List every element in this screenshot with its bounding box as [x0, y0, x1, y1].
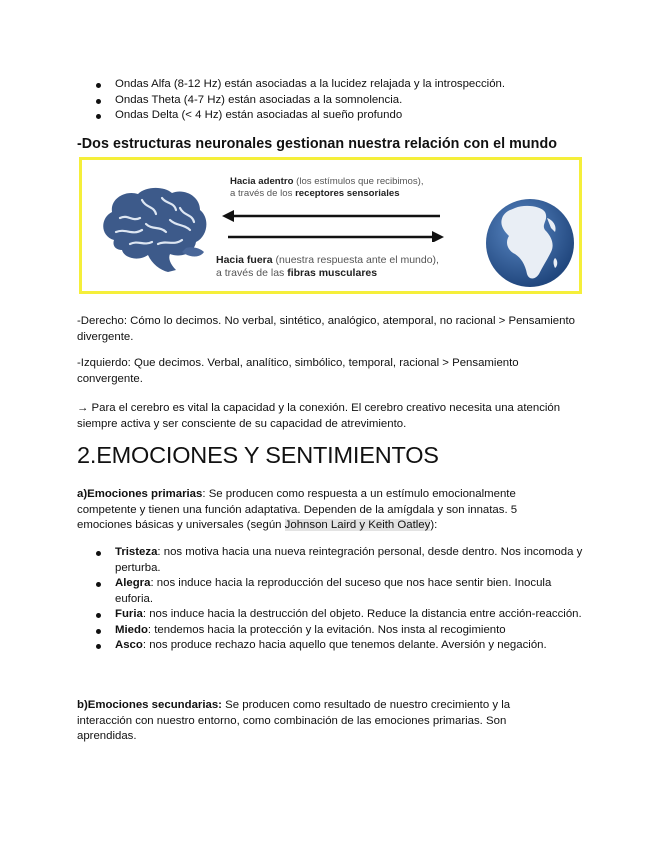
list-item: Ondas Delta (< 4 Hz) están asociadas al sueño profundo [115, 108, 635, 124]
outward-caption: Hacia fuera (nuestra respuesta ante el mundo), a través de las fibras musculares [216, 254, 439, 279]
section-heading: -Dos estructuras neuronales gestionan nuestra relación con el mundo [77, 136, 558, 152]
bullet-icon [96, 644, 101, 649]
authors-highlight: Johnson Laird y Keith Oatley [284, 519, 431, 531]
inward-caption: Hacia adentro (los estímulos que recibimos), a través de los receptores sensoriales [230, 176, 424, 199]
bullet-icon [96, 629, 101, 634]
arrow-icons [222, 208, 447, 242]
paragraph-left-hemisphere: -Izquierdo: Que decimos. Verbal, analítico, simbólico, temporal, racional > Pensamiento convergente. [77, 357, 519, 385]
paragraph-primary-emotions: a)Emociones primarias: Se producen como respuesta a un estímulo emocionalmente competente y tienen una función adaptativa. Dependen de la amígdala y son innatas. 5 emociones básicas y universales (según Johnson Laird y Keith Oatley): [77, 488, 518, 531]
bullet-icon [96, 114, 101, 119]
globe-icon [485, 198, 575, 288]
brain-icon [96, 184, 211, 274]
bullet-icon [96, 551, 101, 556]
emotions-list [115, 545, 585, 654]
paragraph-conclusion: → Para el cerebro es vital la capacidad y la conexión. El cerebro creativo necesita una atención siempre activa y ser consciente de su capacidad de atrevimiento. [77, 402, 561, 430]
bullet-icon [96, 613, 101, 618]
bullet-icon [96, 83, 101, 88]
brain-waves-list [115, 77, 635, 124]
brain-world-figure [79, 157, 582, 294]
bullet-icon [96, 99, 101, 104]
list-item: Alegra: nos induce hacia la reproducción del suceso que nos hace sentir bien. Inocula euforia. [115, 576, 585, 607]
list-item: Furia: nos induce hacia la destrucción del objeto. Reduce la distancia entre acción-reacción. [115, 607, 585, 623]
paragraph-right-hemisphere: -Derecho: Cómo lo decimos. No verbal, sintético, analógico, atemporal, no racional > Pensamiento divergente. [77, 315, 575, 343]
list-item: Asco: nos produce rechazo hacia aquello que tenemos delante. Aversión y negación. [115, 638, 585, 654]
list-item: Tristeza: nos motiva hacia una nueva reintegración personal, desde dentro. Nos incomoda y perturba. [115, 545, 585, 576]
list-item: Ondas Alfa (8-12 Hz) están asociadas a la lucidez relajada y la introspección. [115, 77, 635, 93]
list-item: Miedo: tendemos hacia la protección y la evitación. Nos insta al recogimiento [115, 623, 585, 639]
list-item: Ondas Theta (4-7 Hz) están asociadas a la somnolencia. [115, 93, 635, 109]
bullet-icon [96, 582, 101, 587]
paragraph-secondary-emotions: b)Emociones secundarias: Se producen como resultado de nuestro crecimiento y la interacción con nuestro entorno, como combinación de las emociones primarias. Son aprendidas. [77, 699, 511, 742]
chapter-heading: 2.EMOCIONES Y SENTIMIENTOS [77, 442, 439, 468]
